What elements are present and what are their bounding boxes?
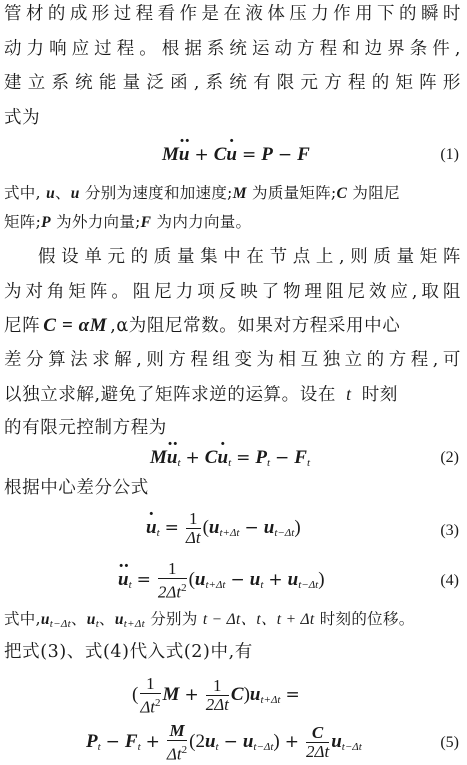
text-line: 为对角矩阵。阻尼力项反映了物理阻尼效应,取阻 xyxy=(4,282,461,302)
equation-number: (2) xyxy=(440,449,459,466)
eq-symbol-P: P xyxy=(261,144,273,165)
text-line: 差分算法求解,则方程组变为相互独立的方程,可 xyxy=(4,350,461,370)
equation-number: (5) xyxy=(440,734,459,751)
text-line: 动力响应过程。根据系统运动方程和边界条件, xyxy=(4,39,461,59)
text-line: 根据中心差分公式 xyxy=(4,478,149,498)
text-line: 假设单元的质量集中在节点上,则质量矩阵 xyxy=(38,247,461,267)
eq-symbol-M: M xyxy=(162,144,179,165)
eq-symbol-F: F xyxy=(297,144,310,165)
text-line: 式中, · u、·· u 分别为速度和加速度;M 为质量矩阵;C 为阻尼 xyxy=(4,181,461,206)
equation-2: $M\cdot\cdot u_t + C\cdot u_t = P_t - F_t$ (2) xyxy=(0,445,467,473)
equation-number: (4) xyxy=(440,572,459,589)
equation-4: ·· $u_t$ = $\frac{1}{2\Delta t^2}$ $(u_{t+\Delta t} - u_t + u_{t-\Delta t})$ (4) xyxy=(0,560,467,600)
text-line: 建立系统能量泛函,系统有限元方程的矩阵形 xyxy=(4,73,461,93)
eq-symbol-u-dot: · u xyxy=(226,142,237,168)
eq-symbol-C: C xyxy=(213,144,227,165)
equation-1: M·· u + C· u = P − F (1) xyxy=(0,142,467,170)
equation-3: · $u_t$ = $\frac{1}{\Delta t}$ $(u_{t+\Delta t} - u_{t-\Delta t})$ (3) xyxy=(0,510,467,550)
text-line: 矩阵;P 为外力向量;F 为内力向量。 xyxy=(4,213,252,231)
equation-5-line2: $P_t - F_t$ + $\frac{M}{\Delta t^2}$ $(2u_t - u_{t-\Delta t})$ + $\frac{C}{2\Delta t}$ $u_{t-\Delta t}$ (5) xyxy=(86,721,459,764)
text-line: 管材的成形过程看作是在液体压力作用下的瞬时 xyxy=(4,4,461,24)
equation-number: (3) xyxy=(440,522,459,539)
equation-number: (1) xyxy=(440,146,459,163)
equation-5-line1: ( $\frac{1}{\Delta t^2}$ M + $\frac{1}{2\Delta t}$ $C)u_{t+\Delta t}$ = xyxy=(132,674,300,717)
text-line: 以独立求解,避免了矩阵求逆的运算。设在 t 时刻 xyxy=(4,384,398,405)
text-line: 式中$,u_{t-\Delta t}$、$u_t$、$u_{t+\Delta t}$ 分别为 t − Δt、t、t + Δt 时刻的位移。 xyxy=(4,610,415,630)
eq-symbol-u-ddot: ·· u xyxy=(179,142,190,168)
text-line: 尼阵 C = αM ,α为阻尼常数。如果对方程采用中心 xyxy=(4,315,401,336)
text-line: 的有限元控制方程为 xyxy=(4,418,167,438)
text-line: 式为 xyxy=(4,108,41,128)
text-line: 把式(3)、式(4)代入式(2)中,有 xyxy=(4,642,253,662)
